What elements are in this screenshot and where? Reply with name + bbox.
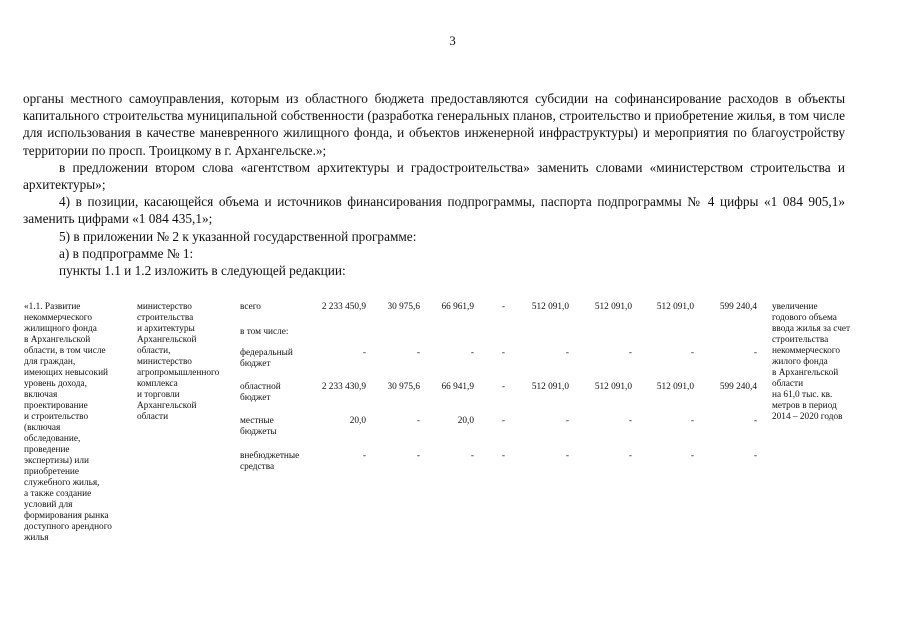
table-row-label: федеральный бюджет xyxy=(240,348,293,369)
table-cell: 512 091,0 xyxy=(594,382,632,392)
table-row-label: местные бюджеты xyxy=(240,416,277,437)
table-cell: - xyxy=(690,348,694,358)
table-row-label: всего xyxy=(240,302,261,312)
table-cell: - xyxy=(753,416,757,426)
table-cell: - xyxy=(501,416,505,426)
document-body xyxy=(23,90,845,279)
table-cell: 66 961,9 xyxy=(441,302,474,312)
table-cell: - xyxy=(565,451,569,461)
table-cell: - xyxy=(501,302,505,312)
table-cell: 2 233 430,9 xyxy=(321,382,366,392)
table-row-label: областной бюджет xyxy=(240,382,281,403)
table-result-cell: увеличение годового объема ввода жилья за счет строительства некоммерческого жилого фонда в Архангельской области на 61,0 тыс. кв. метров в период 2014 – 2020 годов xyxy=(772,302,851,422)
financing-table xyxy=(0,300,905,630)
table-cell: - xyxy=(628,451,632,461)
table-cell: - xyxy=(628,416,632,426)
table-cell: 66 941,9 xyxy=(441,382,474,392)
table-cell: 512 091,0 xyxy=(656,382,694,392)
table-cell: 20,0 xyxy=(457,416,474,426)
table-cell: - xyxy=(501,451,505,461)
table-cell: - xyxy=(362,348,366,358)
table-cell: - xyxy=(501,348,505,358)
paragraph-3: 4) в позиции, касающейся объема и источников финансирования подпрограммы, паспорта подпрограммы № 4 цифры «1 084 905,1» заменить цифрами «1 084 435,1»; xyxy=(23,194,845,227)
table-cell: - xyxy=(628,348,632,358)
table-cell: - xyxy=(416,416,420,426)
table-cell: - xyxy=(690,416,694,426)
table-cell: 512 091,0 xyxy=(594,302,632,312)
table-cell: - xyxy=(753,451,757,461)
paragraph-4: 5) в приложении № 2 к указанной государственной программе: xyxy=(59,228,417,244)
table-cell: 599 240,4 xyxy=(719,302,757,312)
paragraph-2: в предложении втором слова «агентством архитектуры и градостроительства» заменить словами «министерством строительства и архитектуры»; xyxy=(23,159,845,193)
paragraph-6: пункты 1.1 и 1.2 изложить в следующей редакции: xyxy=(59,263,346,279)
table-cell: - xyxy=(690,451,694,461)
table-cell: 512 091,0 xyxy=(656,302,694,312)
table-cell: - xyxy=(416,348,420,358)
table-cell: - xyxy=(565,348,569,358)
table-cell: 30 975,6 xyxy=(387,382,420,392)
table-cell: - xyxy=(753,348,757,358)
table-cell: - xyxy=(501,382,505,392)
table-cell: - xyxy=(362,451,366,461)
table-cell: 20,0 xyxy=(349,416,366,426)
paragraph-5: а) в подпрограмме № 1: xyxy=(59,245,194,261)
table-cell: - xyxy=(470,348,474,358)
table-row-label: внебюджетные средства xyxy=(240,451,300,472)
table-row-label: в том числе: xyxy=(240,327,289,337)
table-measure-cell: «1.1. Развитие некоммерческого жилищного фонда в Архангельской области, в том числе для граждан, имеющих невысокий уровень дохода, включая проектирование и строительство (включая обследование, проведение экспертизы) или приобретение служебного жилья, а также создание условий для формирования рынка доступного арендного жилья xyxy=(24,302,112,543)
table-cell: 512 091,0 xyxy=(531,302,569,312)
table-cell: 512 091,0 xyxy=(531,382,569,392)
paragraph-1: органы местного самоуправления, которым из областного бюджета предоставляются субсидии на софинансирование расходов в объекты капитального строительства муниципальной собственности (разработка генеральных планов, строительство и приобретение жилья, в том числе для использования в качестве маневренного жилищного фонда, и объектов инженерной инфраструктуры) и мероприятия по благоустройству территории по просп. Троицкому в г. Архангельске.»; xyxy=(23,91,845,158)
table-cell: - xyxy=(416,451,420,461)
table-cell: 2 233 450,9 xyxy=(321,302,366,312)
table-cell: - xyxy=(470,451,474,461)
table-executor-cell: министерство строительства и архитектуры Архангельской области, министерство агропромышленного комплекса и торговли Архангельской области xyxy=(137,302,220,422)
table-cell: 30 975,6 xyxy=(387,302,420,312)
table-cell: - xyxy=(565,416,569,426)
page-number: 3 xyxy=(449,33,456,48)
table-cell: 599 240,4 xyxy=(719,382,757,392)
